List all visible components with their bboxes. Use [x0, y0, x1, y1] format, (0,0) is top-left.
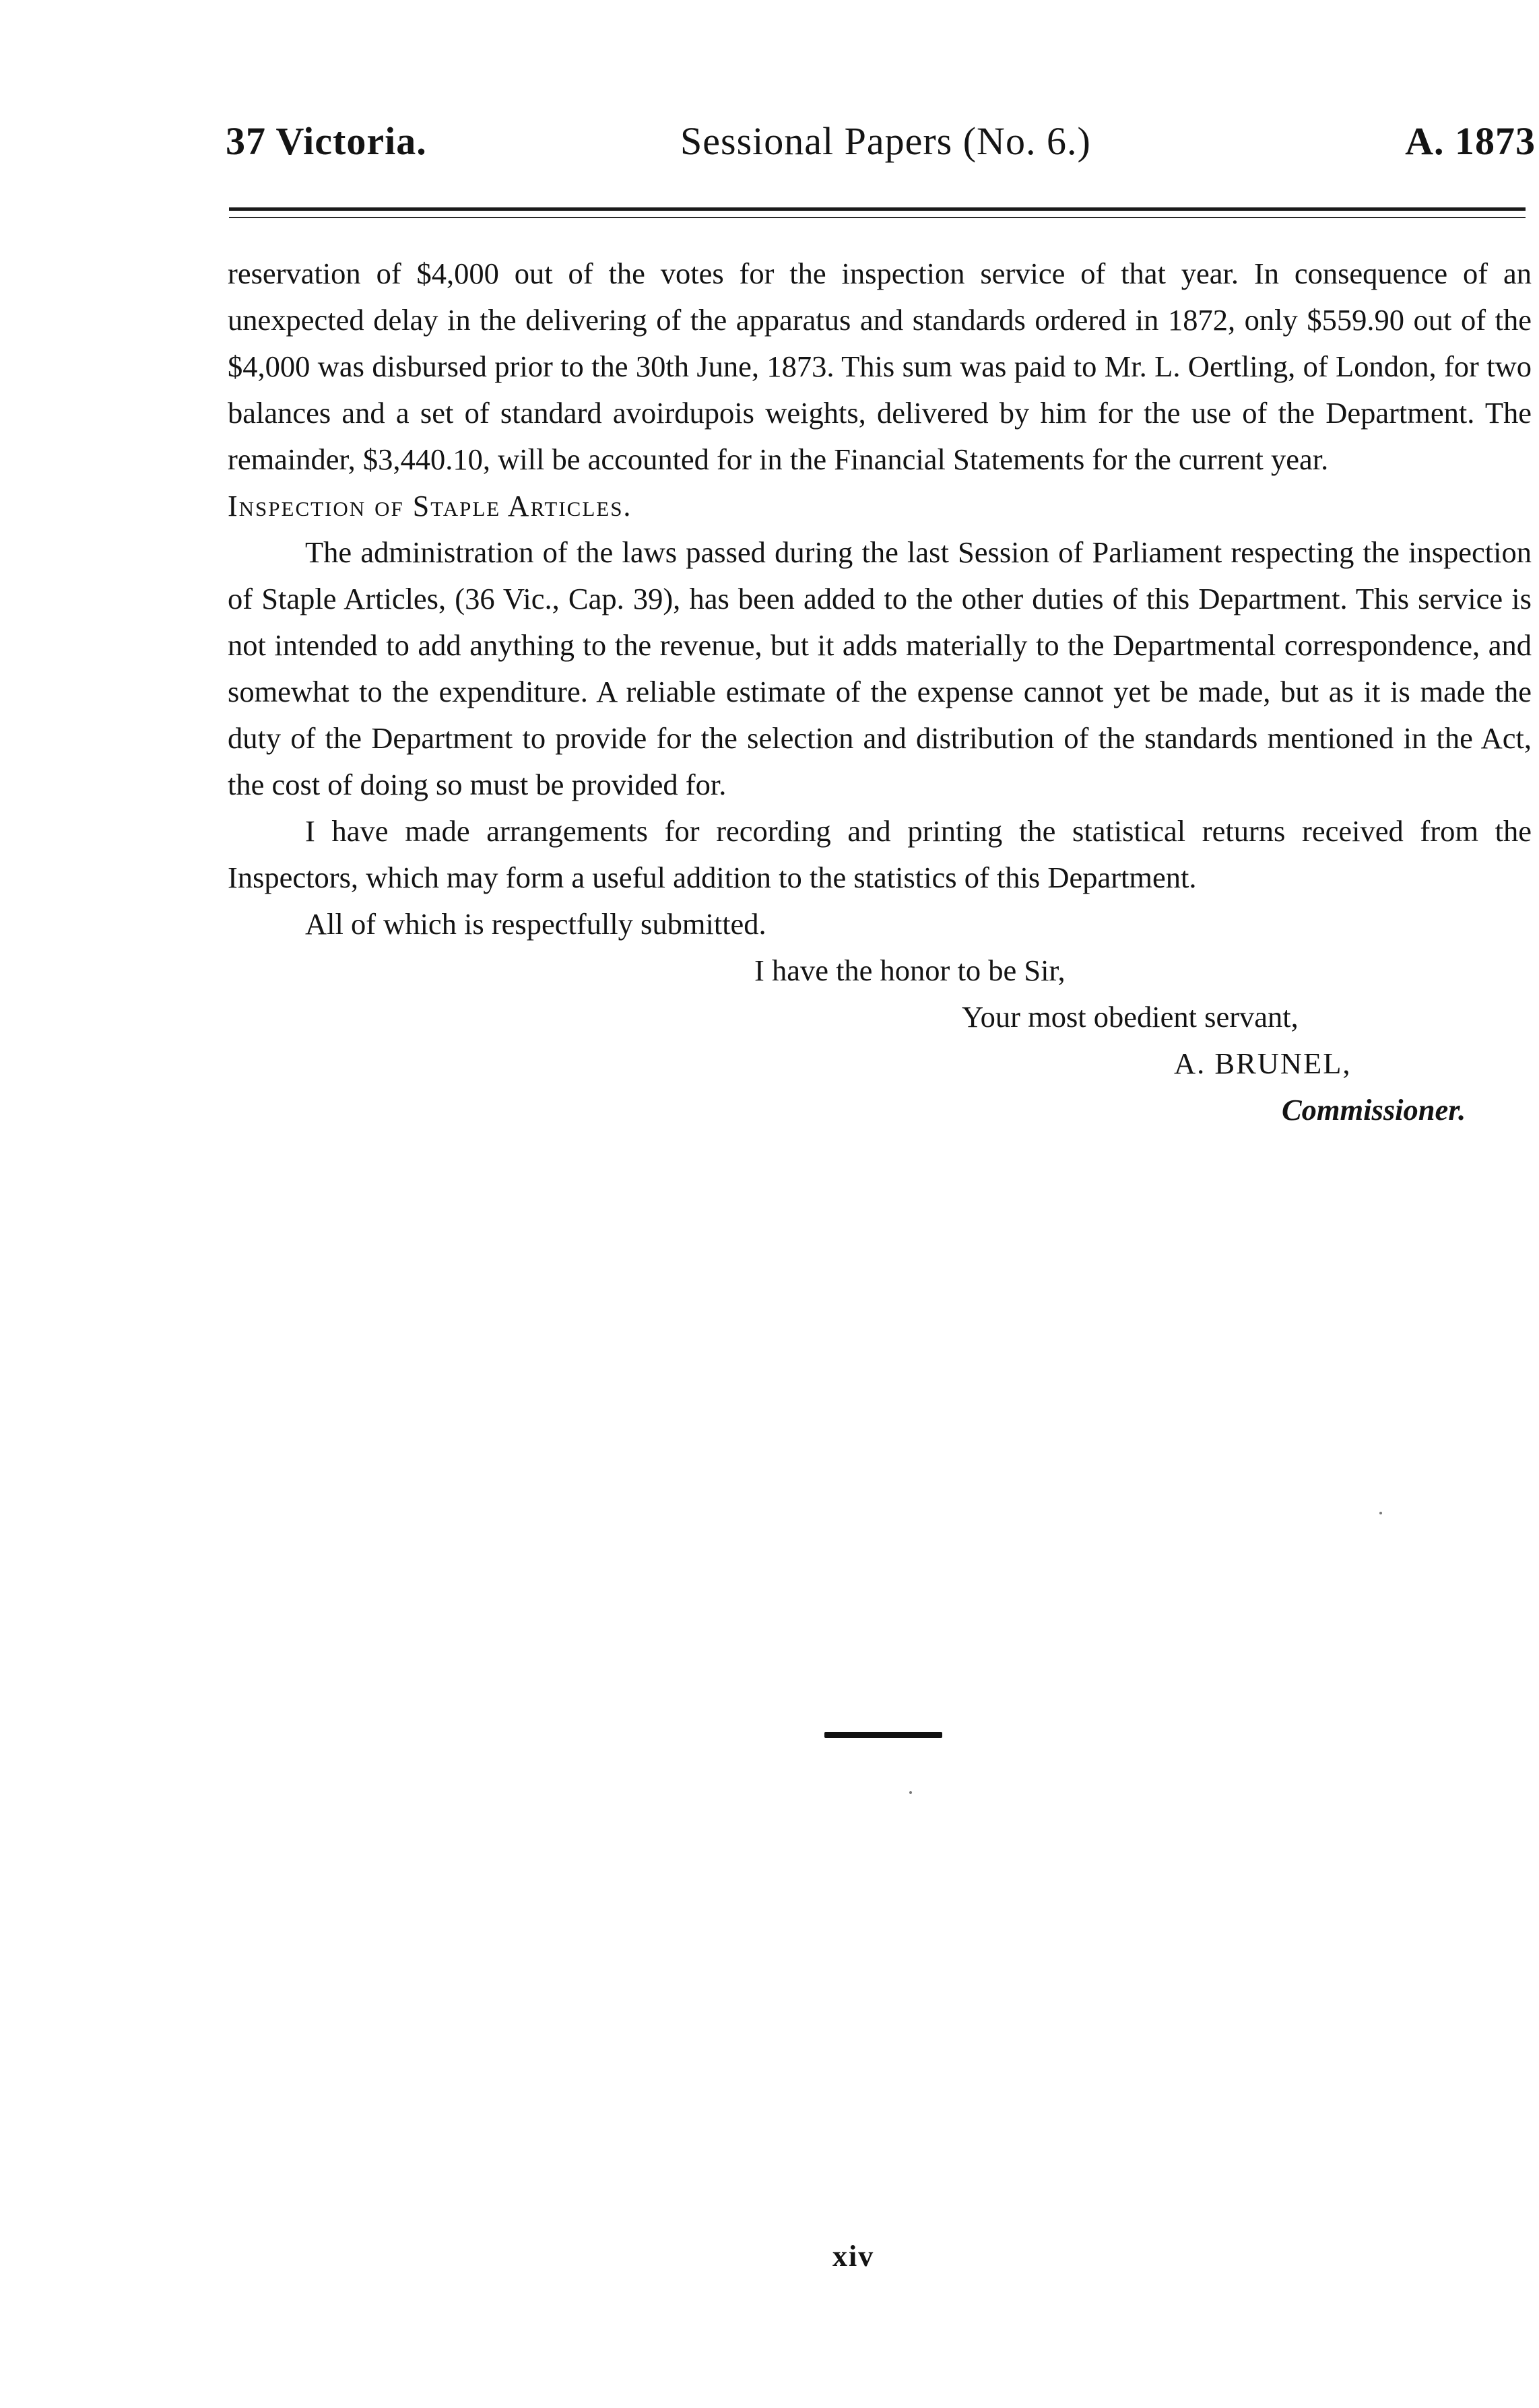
header-rule-thick [229, 207, 1526, 211]
print-speck [909, 1791, 912, 1794]
print-speck [1379, 1512, 1382, 1514]
signature-salutation: I have the honor to be Sir, [754, 954, 1066, 987]
signature-name: A. BRUNEL, [1174, 1046, 1352, 1080]
page-header [226, 119, 1536, 179]
paragraph-administration: The administration of the laws passed during the last Session of Parliament respecting the inspection of Staple Articles, (36 Vic., Cap. 39), has been added to the other duties of this Department. This service is not intended to add anything to the revenue, but it adds materially to the Departmental correspondence, and somewhat to the expenditure. A reliable estimate of the expense cannot yet be made, but as it is made the duty of the Department to provide for the selection and distribution of the standards mentioned in the Act, the cost of doing so must be provided for. [228, 535, 1532, 801]
header-session: 37 Victoria. [226, 119, 427, 163]
closing-line: All of which is respectfully submitted. [305, 907, 766, 941]
section-end-dash [824, 1732, 942, 1738]
paragraph-reservation: reservation of $4,000 out of the votes for the inspection service of that year. In consequence of an unexpected delay in the delivering of the apparatus and standards ordered in 1872, only $559.90 out of the $4,000 was disbursed prior to the 30th June, 1873. This sum was paid to Mr. L. Oertling, of London, for two balances and a set of standard avoirdupois weights, delivered by him for the use of the Department. The remainder, $3,440.10, will be accounted for in the Financial Statements for the current year. [228, 257, 1532, 476]
signature-title: Commissioner. [1282, 1093, 1466, 1127]
header-rule-thin [229, 217, 1526, 218]
document-body [228, 250, 1532, 1133]
section-heading: Inspection of Staple Articles. [228, 490, 632, 523]
header-year: A. 1873 [1405, 119, 1536, 163]
paragraph-arrangements: I have made arrangements for recording and printing the statistical returns received from the Inspectors, which may form a useful addition to the statistics of this Department. [228, 814, 1532, 894]
header-title: Sessional Papers (No. 6.) [680, 119, 1091, 163]
page-number: xiv [832, 2240, 875, 2273]
signature-servant: Your most obedient servant, [962, 1000, 1299, 1034]
